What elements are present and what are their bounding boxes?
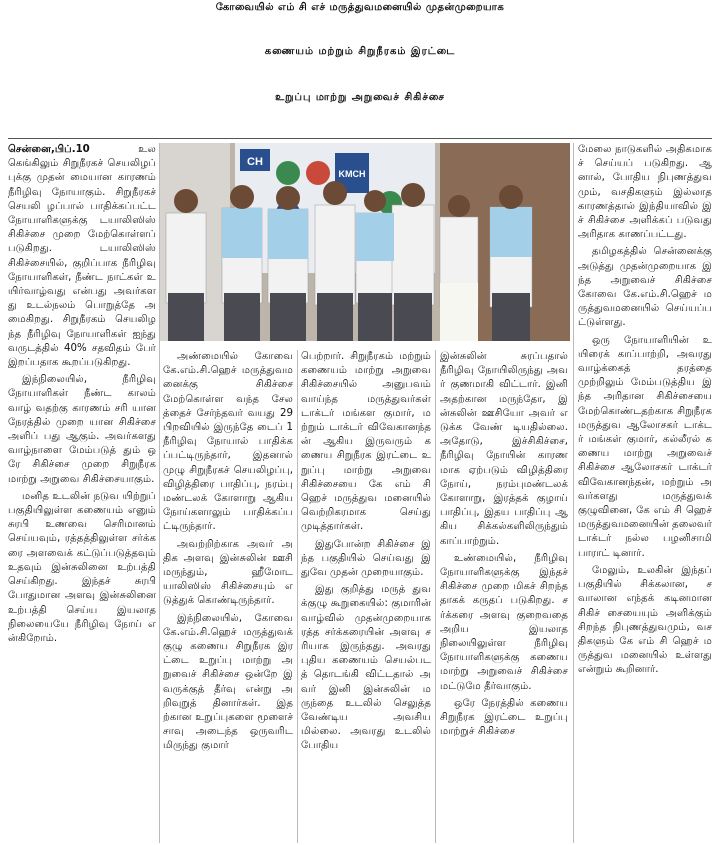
kicker-line: கோவையில் எம் சி எச் மருத்துவமனையில் முதன்முறையாக [215, 2, 505, 13]
article-paragraph [8, 143, 156, 370]
article-paragraph: தமிழகத்தில் சென்னைக்கு அடுத்து முதன்முறையாக இந்த அறுவைச் சிகிச்சை கோவை கே.எம்.சி.ஹெச் மருத்துவமனையில் செய்யப்பட்டுள்ளது. [578, 246, 712, 329]
article-paragraph: இது குறித்து மருத் துவக்குழு கூறுகையில்: குமாரின் வாழ்வில் முதன்முறையாக ரத்த சர்க்கரையின் அளவு சரியாக இருந்தது. அவரது புதிய கணையம் செயல்படத் தொடங்கி விட்டதால் அவர் இனி இன்சுலின் மருந்தை உடலில் செலுத்த வேண்டிய அவசிய மில்லை. அவரது உடலில் போதிய [301, 584, 431, 752]
article-paragraph: உண்மையில், நீரிழிவு நோயாளிகளுக்கு இந்தச் சிகிச்சை முறை மிகச் சிறந்ததாகக் கருதப் படுகிறது. சர்க்கரை அளவு குறைவதை அறிய இயலாத நிலையிலுள்ள நீரிழிவு நோயாளிகளுக்கு கணைய மாற்று அறுவைச் சிகிச்சை மட்டுமே தீர்வாகும். [440, 552, 568, 692]
article-paragraph: பெற்றார். சிறுநீரகம் மற்றும் கணையம் மாற்று அறுவை சிகிச்சையில் அனுபவம் வாய்ந்த மருத்துவர்கள் டாக்டர் மங்கள குமார், மற்றும் டாக்டர் விவேகானந்தன் ஆகிய இருவரும் கணைய சிறுநீரக இரட்டை உறுப்பு மாற்று அறுவை சிகிச்சையை கே எம் சி ஹெச் மருத்துவ மனையில் வெற்றிகரமாக செய்து முடித்தார்கள். [301, 351, 431, 533]
article-paragraph: மேலும், உலகின் இந்தப் பகுதியில் சிக்கலான, சவாலான எந்தக் கடினமான சிகிச் சையையும் அளிக்கும் சிறந்த நிபுணத்துவமும், வசதிகளும் கே எம் சி ஹெச் மருத்துவ மனையில் உள்ளது என்றும் கூறினார். [578, 564, 712, 676]
group-photo-illustration [160, 143, 570, 341]
article-paragraph: அவற்றிற்காக அவர் அதிக அளவு இன்சுலின் ஊசி மருந்தும், ஹீமோடயாலிஸிஸ் சிகிச்சையும் எடுத்துக் கொண்டிருந்தார். [163, 538, 293, 607]
article-column-2 [163, 350, 293, 845]
banner-logo-text: CH [247, 156, 263, 168]
headline-line-1: கணையம் மற்றும் சிறுநீரகம் இரட்டை [264, 46, 456, 57]
article-paragraph: இந்நிலையில், கோவை கே.எம்.சி.ஹெச் மருத்துவக் குழு கணைய சிறுநீரக இரட்டை உறுப்பு மாற்று அறுவைச் சிகிச்சை ஒன்றே இவருக்குத் தீர்வு என்று அறிவுறுத் தினார்கள். இதற்கான உறுப்புகளை மூளைச் சாவு அடைந்த ஒருவரிடமிருந்து குமார் [163, 612, 293, 752]
article-column-5 [578, 143, 712, 843]
news-photo [160, 143, 570, 341]
dateline: சென்னை,பிப்.10 [8, 144, 90, 155]
column-divider [297, 350, 298, 843]
article-paragraph: அண்மையில் கோவை கே.எம்.சி.ஹெச் மருத்துவமனைக்கு சிகிச்சை மேற்கொள்ள வந்த சேலத்தைச் சேர்ந்தவர் வயது 29 பிறவியில் இருந்தே டைப் 1 நீரிழிவு நோயால் பாதிக்கப்பட்டிருந்தார், இதனால் முழு சிறுநீரகச் செயலிழப்பு, விழித்திரை பாதிப்பு, நரம்பு மண்டலக் கோளாறு ஆகிய நோய்களாலும் பாதிக்கப்பட்டிருந்தார். [163, 351, 293, 533]
article-column-1 [8, 143, 156, 843]
article-paragraph: மனித உடலின் நடுவ யிற்றுப் பகுதியிலுள்ள கணையம் எனும் சுரபி உணவை செரிமானம் செய்யவும், ரத்தத்திலுள்ள சர்க்கரை அளவைக் கட்டுப்படுத்தவும் உதவும் இன்சுலினை உற்பத்தி செய்கிறது. இந்தச் சுரபி போதுமான அளவு இன்சுலினை உற்பத்தி செய்ய இயலாத நிலையையே நீரிழிவு நோய் என்கிறோம். [8, 490, 156, 644]
article-paragraph: ஒரு நோயாளியின் உயிரைக் காப்பாற்றி, அவரது வாழ்க்கைத் தரத்தை முற்றிலும் மேம்படுத்திய இந்த அரிதான சிகிச்சையை மேற்கொண்டதற்காக சிறுநீரக மருத்துவ ஆலோசகர் டாக்டர் மங்கள் குமார், கல்லீரல் கணைய மாற்று அறுவைச் சிகிச்சை ஆலோசகர் டாக்டர் விவேகானந்தன், மற்றும் அவர்களது மருத்துவக் குழுவினை, கே எம் சி ஹெச் மருத்துவமனையின் தலைவர் டாக்டர் நல்ல பழனிசாமி பாராட் டினார். [578, 334, 712, 559]
article-paragraph: மேலை நாடுகளில் அதிகமாகச் செய்யப் படுகிறது. ஆனால், போதிய நிபுணத்துவமும், வசதிகளும் இல்லாத காரணத்தால் இந்தியாவில் இச் சிகிச்சை அளிக்கப் படுவது அரிதாக காணப்பட்டது. [578, 144, 712, 241]
article-column-3 [301, 350, 431, 845]
article-paragraph: ஒரே நேரத்தில் கணைய சிறுநீரக இரட்டை உறுப்பு மாற்றுச் சிகிச்சை [440, 697, 568, 738]
headline-rule [8, 138, 712, 139]
article-column-4 [440, 350, 568, 845]
article-paragraph: இந்நிலையில், நீரிழிவு நோயாளிகள் நீண்ட காலம் வாழ் வதற்கு காரணம் சரி யான நேரத்தில் முறை யான சிகிச்சை அளிப் பது ஆகும். அவர்களது வாழ்நாளை மேம்படுத் தும் ஒரே சிகிச்சை முறை சிறுநீரக மாற்று அறுவை சிகிச்சையாகும். [8, 374, 156, 485]
article-paragraph: இதுபோன்ற சிகிச்சை இந்த பகுதியில் செய்வது இதுவே முதன் முறையாகும். [301, 538, 431, 579]
banner-logo-text-2: KMCH [338, 169, 366, 179]
article-paragraph: இன்சுலின் சுரப்பதால் நீரிழிவு நோயிலிருந்து அவர் குணமாகி விட்டார். இனி அதற்கான மருந்தோ, இன்சுலின் ஊசியோ அவர் எடுக்க வேண் டியதில்லை. அதோடு, இச்சிகிச்சை, நீரிழிவு நோயின் காரணமாக ஏற்படும் விழித்திரை நோய், நரம்புமண்டலக் கோளாறு, இரத்தக் குழாய் பாதிப்பு, இதய பாதிப்பு ஆகிய சிக்கல்களிலிருந்தும் காப்பாற்றும். [440, 351, 568, 547]
paragraph-text: உல கெங்கிலும் சிறுநீரகச் செயலிழப் புக்கு முதன் மையான காரணம் நீரிழிவு நோயாகும். சிறுநீரகச் செயலி ழப்பால் பாதிக்கப்பட்ட நோயாளிகளுக்கு டயாலிஸிஸ் சிகிச்சை முறை மேற்கொள்ளப் படுகிறது. டயாலிஸிஸ் சிகிச்சையில், குறிப்பாக நீரிழிவு நோயாளிகள், நீண்ட நாட்கள் உயிர்வாழ்வது என்பது அவர்களது உடல்நலம் பொறுத்தே அமைகிறது. சிறுநீரகம் செயலிழந்த நீரிழிவு நோயாளிகள் ஐந்து வருடத்தில் 40% சதவிதம் பேர் இறப்பதாக கூறப்படுகிறது. [8, 144, 156, 369]
column-divider [435, 350, 436, 843]
column-divider [573, 143, 574, 843]
headline-line-2: உறுப்பு மாற்று அறுவைச் சிகிச்சை [275, 92, 445, 103]
